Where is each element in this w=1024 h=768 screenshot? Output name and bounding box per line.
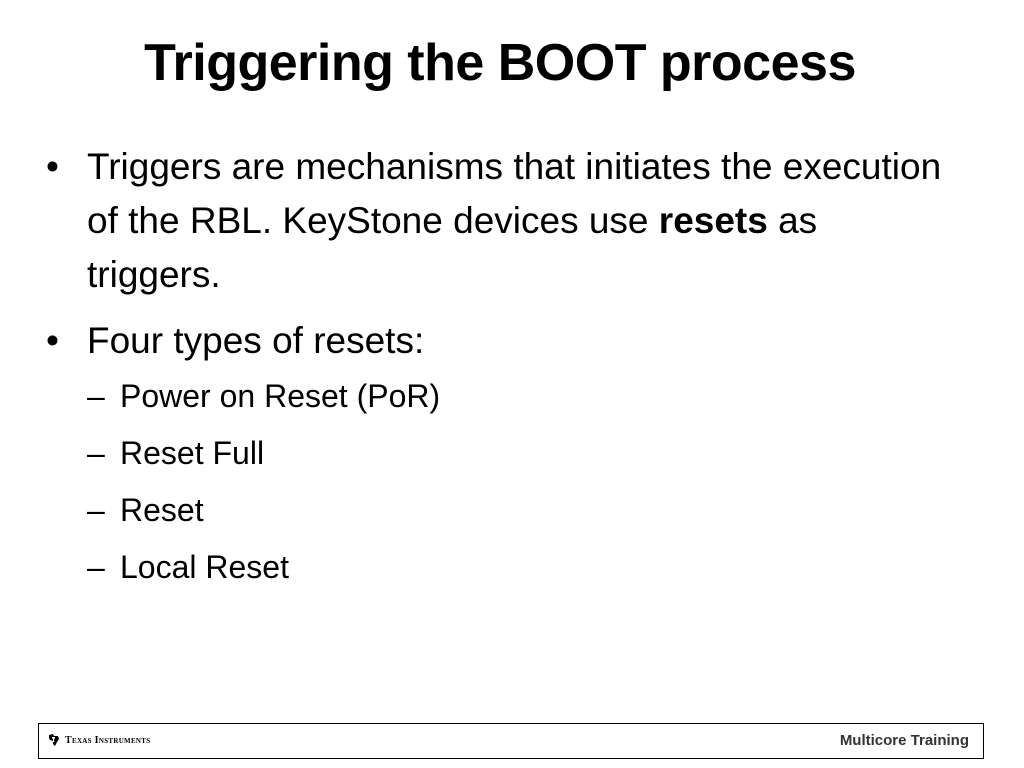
sub-item	[46, 368, 946, 425]
sub-item-text: Reset	[120, 492, 204, 528]
sub-item	[46, 539, 946, 596]
footer-title: Multicore Training	[839, 732, 969, 749]
sub-dash: –	[87, 435, 105, 471]
ti-logo-text: Texas Instruments	[65, 734, 151, 746]
bullet-bold-text: resets	[658, 200, 768, 241]
sub-item	[46, 425, 946, 482]
sub-dash: –	[87, 492, 105, 528]
bullet-item	[46, 314, 946, 368]
footer-bar	[38, 723, 984, 759]
bullet-item	[46, 140, 946, 302]
bullet-text-part: Triggers are mechanisms that initiates the execution of the RBL. KeyStone devices use	[87, 146, 942, 241]
sub-item-text: Reset Full	[120, 435, 265, 471]
bullet-text-part: as triggers.	[87, 200, 818, 295]
ti-logo	[48, 733, 150, 747]
ti-logo-icon	[48, 733, 60, 747]
sub-item	[46, 482, 946, 539]
sub-dash: –	[87, 549, 105, 585]
sub-item-text: Local Reset	[120, 549, 289, 585]
sub-item-text: Power on Reset (PoR)	[120, 378, 441, 414]
bullet-text: Four types of resets:	[87, 320, 425, 361]
sub-dash: –	[87, 378, 105, 414]
slide-title: Triggering the BOOT process	[144, 34, 856, 92]
slide-body	[46, 140, 946, 596]
bullet-dot: •	[46, 146, 59, 187]
bullet-dot: •	[46, 320, 59, 361]
